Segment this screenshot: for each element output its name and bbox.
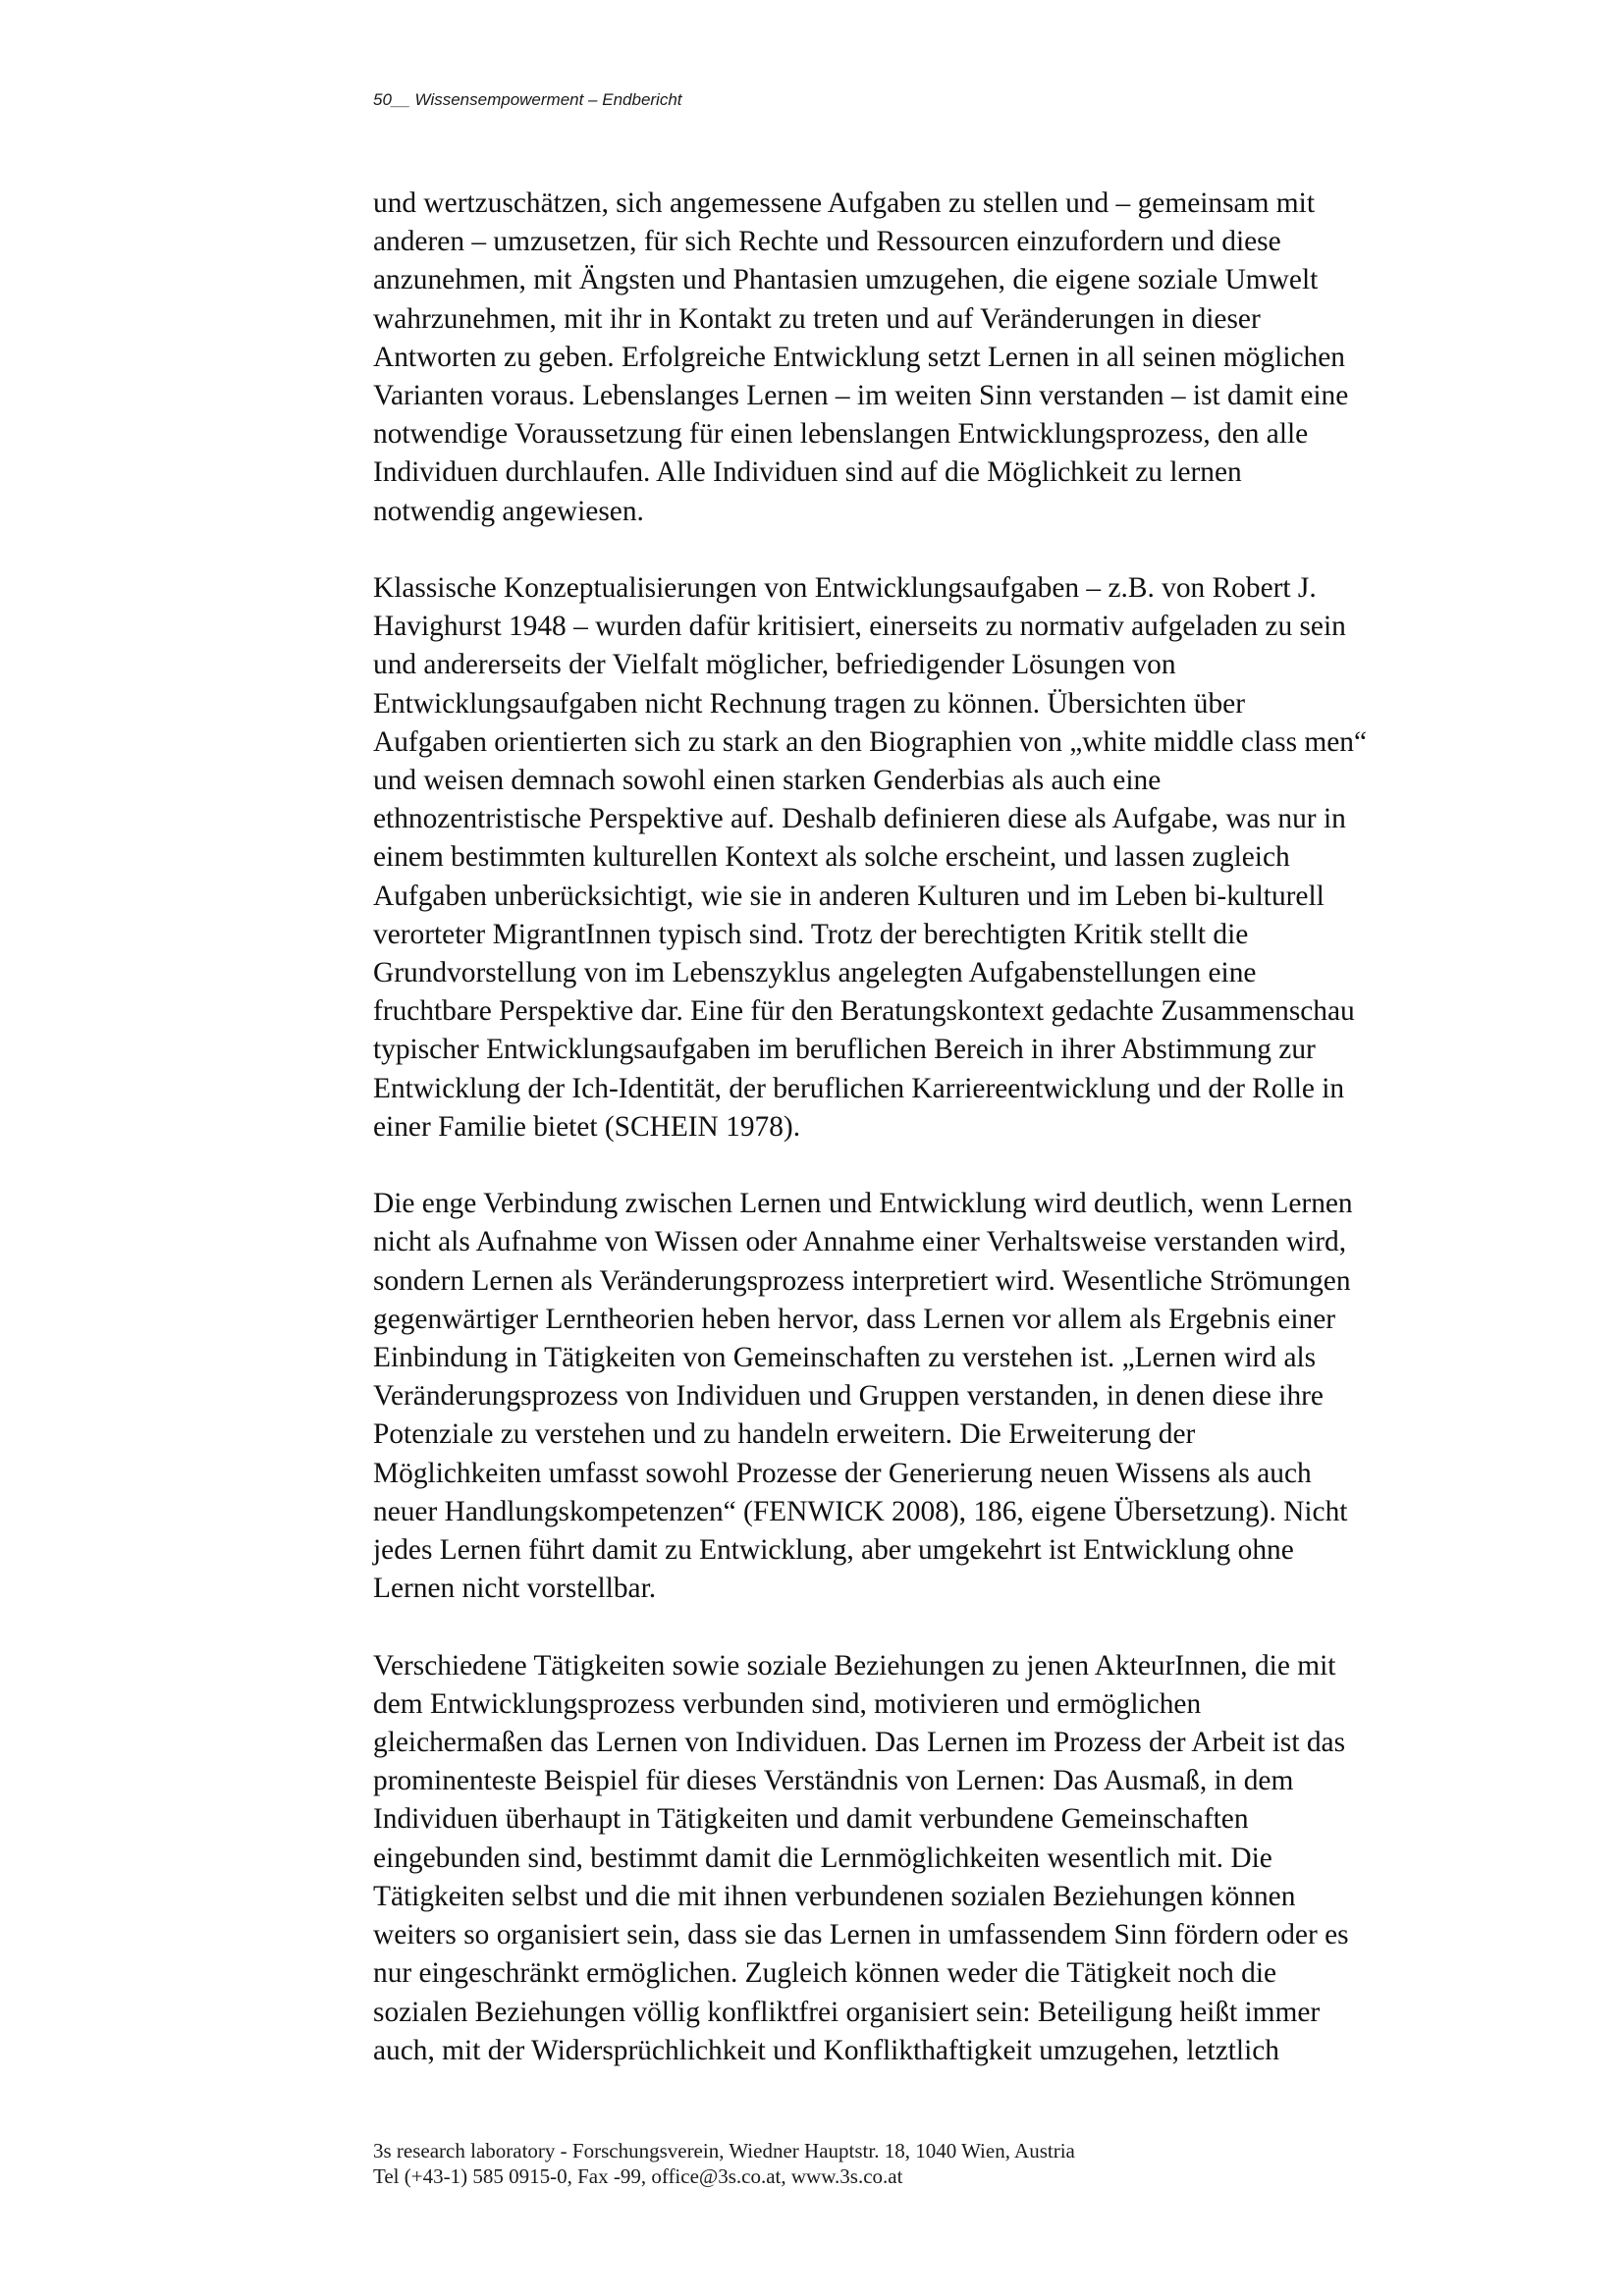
text-line: Klassische Konzeptualisierungen von Entwicklungsaufgaben – z.B. von Robert J. <box>373 572 1317 605</box>
text-line: sozialen Beziehungen völlig konfliktfrei organisiert sein: Beteiligung heißt immer <box>373 1996 1321 2028</box>
text-line: Veränderungsprozess von Individuen und Gruppen verstanden, in denen diese ihre <box>373 1380 1324 1413</box>
text-line: Individuen durchlaufen. Alle Individuen sind auf die Möglichkeit zu lernen <box>373 456 1242 489</box>
text-line: Grundvorstellung von im Lebenszyklus angelegten Aufgabenstellungen eine <box>373 957 1257 989</box>
text-line: Tätigkeiten selbst und die mit ihnen verbundenen sozialen Beziehungen können <box>373 1880 1296 1912</box>
text-line: gleichermaßen das Lernen von Individuen. Das Lernen im Prozess der Arbeit ist das <box>373 1727 1346 1759</box>
text-line: fruchtbare Perspektive dar. Eine für den Beratungskontext gedachte Zusammenschau <box>373 995 1355 1028</box>
text-line: Lernen nicht vorstellbar. <box>373 1573 657 1605</box>
text-line: eingebunden sind, bestimmt damit die Lernmöglichkeiten wesentlich mit. Die <box>373 1842 1272 1874</box>
text-line: Aufgaben unberücksichtigt, wie sie in anderen Kulturen und im Leben bi-kulturell <box>373 880 1325 912</box>
text-line: und andererseits der Vielfalt möglicher, befriedigender Lösungen von <box>373 649 1176 681</box>
text-line: wahrzunehmen, mit ihr in Kontakt zu treten und auf Veränderungen in dieser <box>373 302 1261 335</box>
text-line: dem Entwicklungsprozess verbunden sind, motivieren und ermöglichen <box>373 1687 1202 1720</box>
page-footer <box>373 2138 1075 2189</box>
text-line: notwendige Voraussetzung für einen lebenslangen Entwicklungsprozess, den alle <box>373 418 1309 451</box>
text-line: einer Familie bietet (SCHEIN 1978). <box>373 1110 801 1143</box>
text-line: prominenteste Beispiel für dieses Verständnis von Lernen: Das Ausmaß, in dem <box>373 1765 1294 1797</box>
text-line: jedes Lernen führt damit zu Entwicklung, aber umgekehrt ist Entwicklung ohne <box>373 1534 1294 1567</box>
text-line: Verschiedene Tätigkeiten sowie soziale Beziehungen zu jenen AkteurInnen, die mit <box>373 1649 1336 1682</box>
text-line: anderen – umzusetzen, für sich Rechte und Ressourcen einzufordern und diese <box>373 226 1281 258</box>
paragraph <box>373 1647 1443 2070</box>
text-line: gegenwärtiger Lerntheorien heben hervor, dass Lernen vor allem als Ergebnis einer <box>373 1303 1336 1335</box>
text-line: und weisen demnach sowohl einen starken Genderbias als auch eine <box>373 765 1162 797</box>
text-line: Entwicklungsaufgaben nicht Rechnung tragen zu können. Übersichten über <box>373 687 1245 720</box>
text-line: Einbindung in Tätigkeiten von Gemeinschaften zu verstehen ist. „Lernen wird als <box>373 1342 1317 1374</box>
paragraph <box>373 1185 1443 1608</box>
text-line: Individuen überhaupt in Tätigkeiten und damit verbundene Gemeinschaften <box>373 1803 1249 1836</box>
text-line: Antworten zu geben. Erfolgreiche Entwicklung setzt Lernen in all seinen möglichen <box>373 341 1345 373</box>
text-line: typischer Entwicklungsaufgaben im beruflichen Bereich in ihrer Abstimmung zur <box>373 1034 1316 1066</box>
paragraph <box>373 569 1443 1147</box>
text-line: Die enge Verbindung zwischen Lernen und Entwicklung wird deutlich, wenn Lernen <box>373 1188 1353 1220</box>
footer-address: 3s research laboratory - Forschungsverein, Wiedner Hauptstr. 18, 1040 Wien, Austria <box>373 2139 1075 2163</box>
text-line: ethnozentristische Perspektive auf. Deshalb definieren diese als Aufgabe, was nur in <box>373 803 1346 835</box>
paragraph <box>373 185 1443 531</box>
text-line: einem bestimmten kulturellen Kontext als solche erscheint, und lassen zugleich <box>373 841 1290 874</box>
text-line: Havighurst 1948 – wurden dafür kritisiert, einerseits zu normativ aufgeladen zu sein <box>373 611 1346 643</box>
footer-contact: Tel (+43-1) 585 0915-0, Fax -99, office@3s.co.at, www.3s.co.at <box>373 2164 903 2188</box>
text-line: notwendig angewiesen. <box>373 495 644 527</box>
text-line: weiters so organisiert sein, dass sie das Lernen in umfassendem Sinn fördern oder es <box>373 1919 1349 1951</box>
text-line: neuer Handlungskompetenzen“ (FENWICK 2008), 186, eigene Übersetzung). Nicht <box>373 1495 1348 1527</box>
text-line: Varianten voraus. Lebenslanges Lernen – im weiten Sinn verstanden – ist damit eine <box>373 380 1349 412</box>
text-line: Entwicklung der Ich-Identität, der beruflichen Karriereentwicklung und der Rolle in <box>373 1072 1345 1104</box>
text-line: sondern Lernen als Veränderungsprozess interpretiert wird. Wesentliche Strömungen <box>373 1264 1351 1297</box>
text-line: Potenziale zu verstehen und zu handeln erweitern. Die Erweiterung der <box>373 1418 1196 1451</box>
text-line: und wertzuschätzen, sich angemessene Aufgaben zu stellen und – gemeinsam mit <box>373 187 1315 219</box>
text-line: nicht als Aufnahme von Wissen oder Annahme einer Verhaltsweise verstanden wird, <box>373 1226 1347 1258</box>
text-line: Aufgaben orientierten sich zu stark an den Biographien von „white middle class men“ <box>373 725 1368 758</box>
text-line: Möglichkeiten umfasst sowohl Prozesse der Generierung neuen Wissens als auch <box>373 1457 1312 1489</box>
text-line: nur eingeschränkt ermöglichen. Zugleich können weder die Tätigkeit noch die <box>373 1957 1277 1990</box>
running-header: 50__ Wissensempowerment – Endbericht <box>373 90 682 109</box>
text-line: verorteter MigrantInnen typisch sind. Trotz der berechtigten Kritik stellt die <box>373 918 1249 950</box>
text-line: auch, mit der Widersprüchlichkeit und Konflikthaftigkeit umzugehen, letztlich <box>373 2034 1279 2066</box>
text-line: anzunehmen, mit Ängsten und Phantasien umzugehen, die eigene soziale Umwelt <box>373 264 1319 296</box>
main-text <box>373 185 1443 2109</box>
